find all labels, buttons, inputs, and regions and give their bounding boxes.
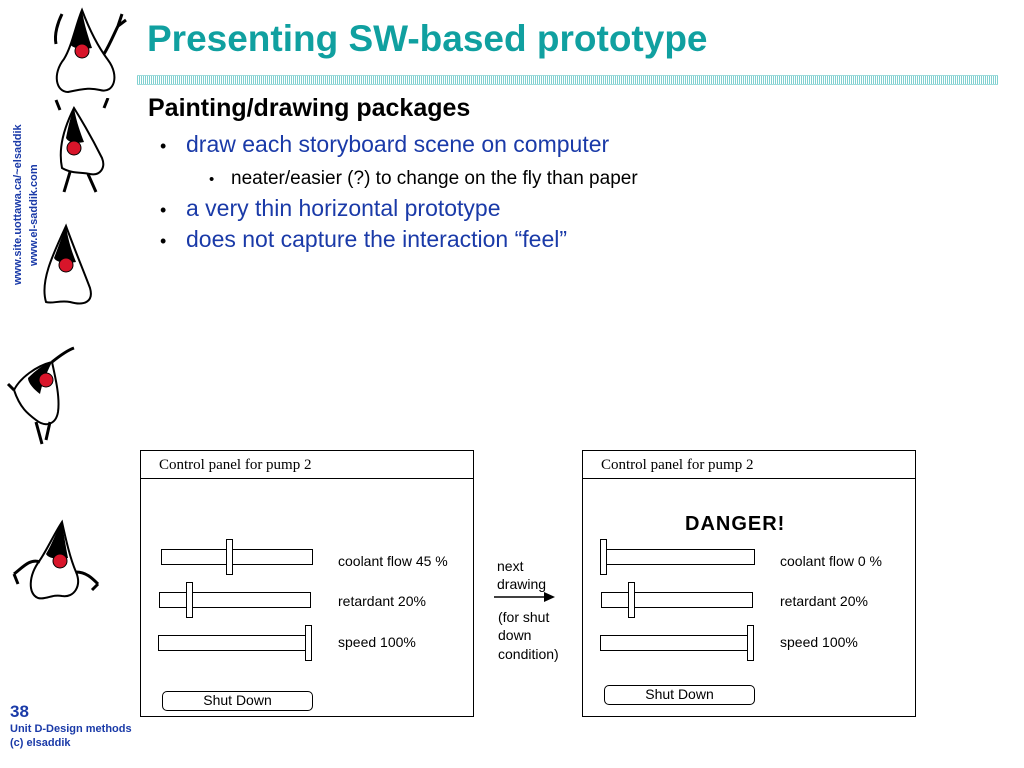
slider-label-coolant: coolant flow 45 % — [338, 553, 448, 569]
bullet-text: a very thin horizontal prototype — [186, 195, 501, 221]
section-heading: Painting/drawing packages — [148, 94, 471, 122]
mascot-pointing-icon — [6, 344, 78, 448]
transition-next: next — [497, 558, 524, 574]
bullet-interaction-feel — [160, 226, 567, 253]
panel-title: Control panel for pump 2 — [583, 451, 915, 479]
side-urls — [12, 80, 46, 290]
transition-down: down — [498, 627, 532, 643]
slider-thumb-retardant[interactable] — [186, 582, 193, 618]
slider-track-retardant[interactable] — [159, 592, 311, 608]
side-url-elsaddik[interactable]: www.el-saddik.com — [28, 164, 40, 266]
slider-thumb-coolant[interactable] — [600, 539, 607, 575]
bullet-text: does not capture the interaction “feel” — [186, 226, 568, 252]
mascot-dancing-icon — [10, 518, 102, 604]
bullet-glyph: • — [160, 136, 167, 156]
slider-label-retardant: retardant 20% — [780, 593, 868, 609]
footer-unit: Unit D-Design methods — [10, 723, 132, 735]
mascot-standing-icon — [40, 222, 96, 308]
slider-label-speed: speed 100% — [780, 634, 858, 650]
page-number: 38 — [10, 702, 29, 721]
slider-label-speed: speed 100% — [338, 634, 416, 650]
slider-track-retardant[interactable] — [601, 592, 753, 608]
shut-down-button[interactable]: Shut Down — [162, 691, 313, 711]
panel-title: Control panel for pump 2 — [141, 451, 473, 479]
slider-track-speed[interactable] — [600, 635, 752, 651]
bullet-thin-prototype — [160, 195, 501, 222]
footer-copyright: (c) elsaddik — [10, 737, 71, 749]
bullet-text: draw each storyboard scene on computer — [186, 131, 610, 157]
transition-for-shut: (for shut — [498, 609, 550, 625]
control-panel-danger — [582, 450, 916, 717]
slider-track-speed[interactable] — [158, 635, 310, 651]
mascot-waving-icon — [48, 4, 130, 96]
slider-label-retardant: retardant 20% — [338, 593, 426, 609]
control-panel-normal — [140, 450, 474, 717]
bullet-draw-storyboard — [160, 131, 609, 158]
bullet-glyph: • — [209, 171, 215, 188]
transition-condition: condition) — [498, 646, 559, 662]
slider-label-coolant: coolant flow 0 % — [780, 553, 882, 569]
sub-bullet-neater — [209, 168, 638, 190]
slider-thumb-speed[interactable] — [305, 625, 312, 661]
bullet-glyph: • — [160, 231, 167, 251]
slider-track-coolant[interactable] — [161, 549, 313, 565]
slider-thumb-speed[interactable] — [747, 625, 754, 661]
side-url-uottawa[interactable]: www.site.uottawa.ca/~elsaddik — [12, 124, 24, 285]
mascot-cheering-icon — [54, 98, 110, 196]
bullet-text: neater/easier (?) to change on the fly than paper — [231, 168, 638, 189]
slide-title: Presenting SW-based prototype — [147, 18, 708, 59]
bullet-glyph: • — [160, 200, 167, 220]
slider-thumb-coolant[interactable] — [226, 539, 233, 575]
slider-thumb-retardant[interactable] — [628, 582, 635, 618]
danger-alert: DANGER! — [685, 513, 786, 535]
transition-drawing: drawing — [497, 576, 547, 592]
shut-down-button[interactable]: Shut Down — [604, 685, 755, 705]
title-divider — [137, 75, 998, 85]
arrow-right-icon — [494, 591, 556, 603]
slider-track-coolant[interactable] — [603, 549, 755, 565]
